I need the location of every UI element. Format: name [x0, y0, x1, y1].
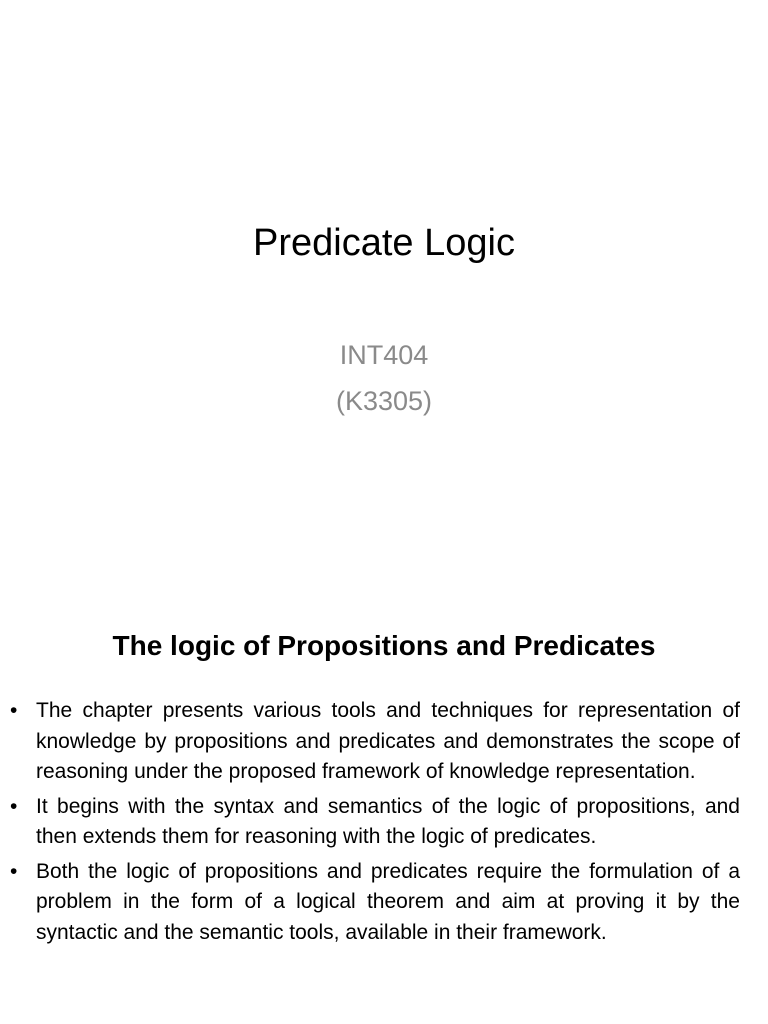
bullet-item: • Both the logic of propositions and predicates require the formulation of a problem in the form of a logical theorem and aim at proving it by the syntactic and the semantic tools, available in their framework. — [10, 857, 740, 949]
section-code: (K3305) — [335, 386, 433, 416]
content-slide — [0, 576, 768, 1024]
slide-title: Predicate Logic — [253, 222, 515, 264]
slide-heading: The logic of Propositions and Predicates — [112, 630, 656, 661]
course-code: INT404 — [339, 340, 429, 370]
bullet-item: • The chapter presents various tools and techniques for representation of knowledge by propositions and predicates and demonstrates the scope of reasoning under the proposed framework of knowledge representation. — [10, 696, 740, 788]
bullet-list — [10, 696, 740, 952]
bullet-item: • It begins with the syntax and semantics of the logic of propositions, and then extends them for reasoning with the logic of predicates. — [10, 792, 740, 853]
slide-subtitle — [0, 332, 768, 424]
